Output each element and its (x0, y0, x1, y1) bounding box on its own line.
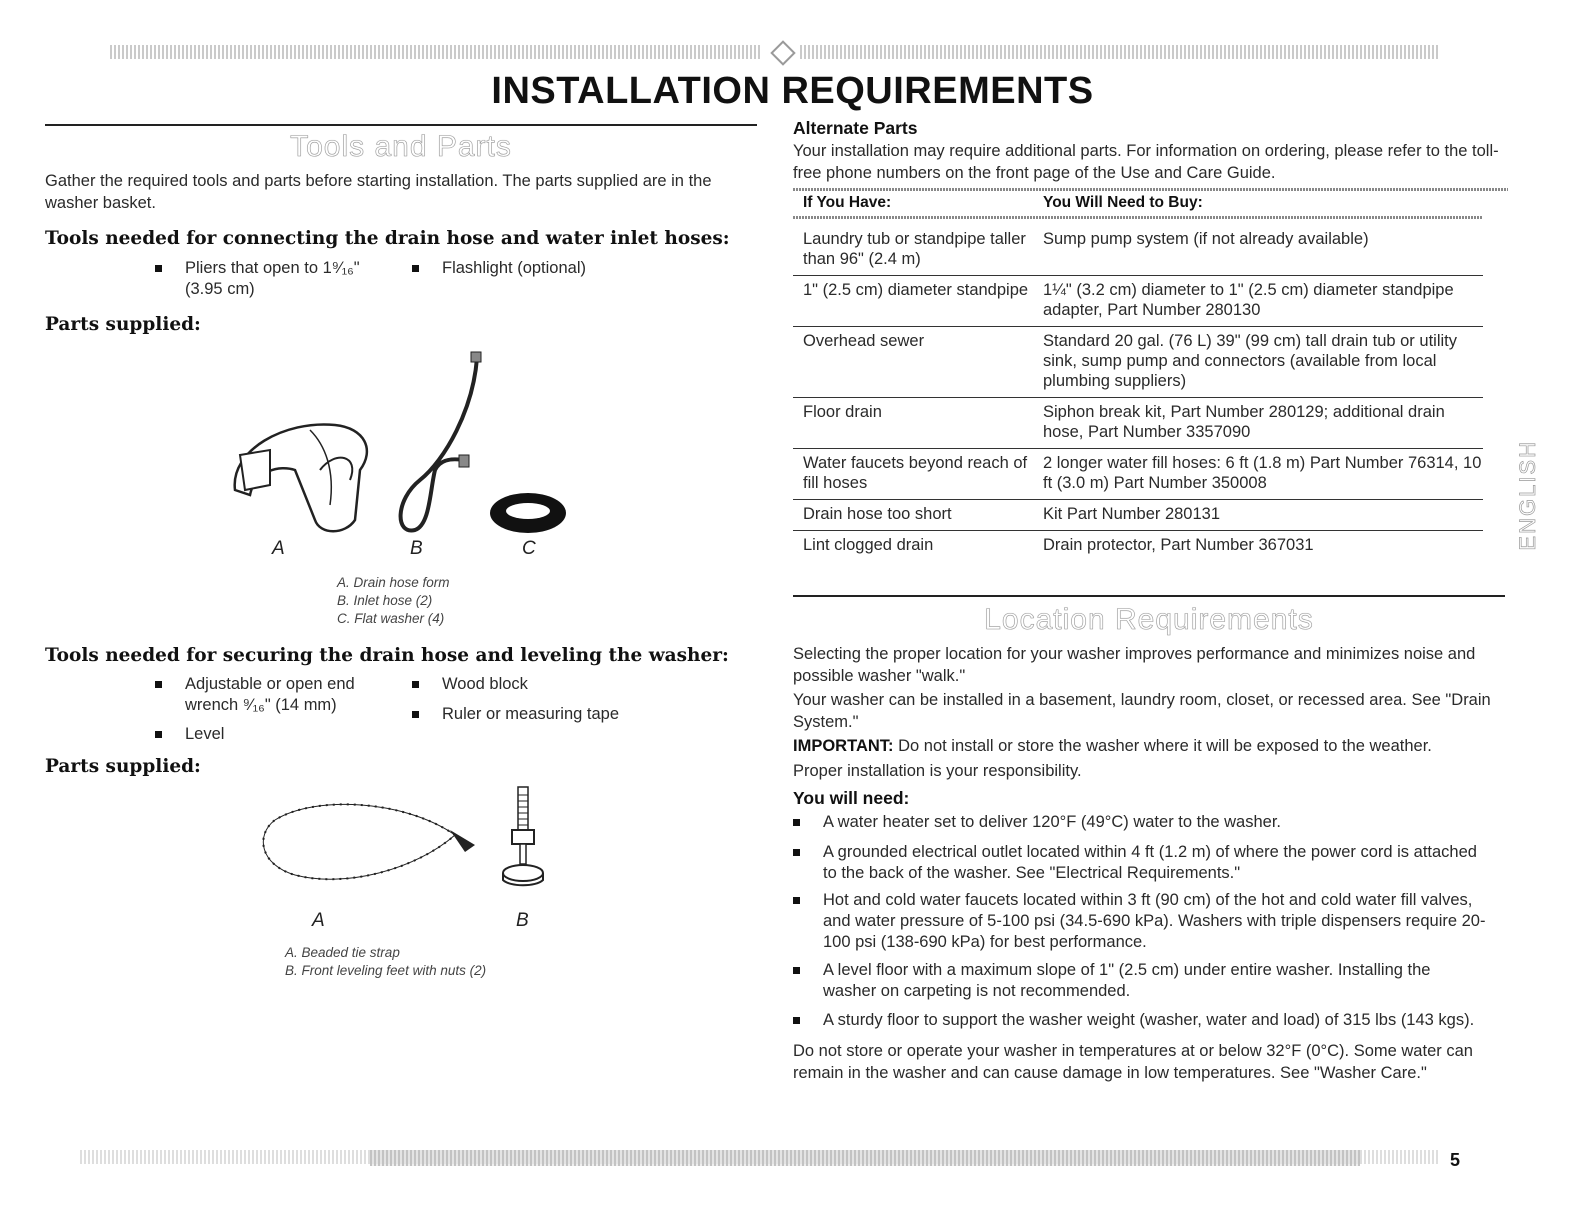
location-section-rule (793, 595, 1505, 597)
fig1-caption: A. Drain hose form B. Inlet hose (2) C. Flat washer (4) (337, 575, 450, 626)
page-title: INSTALLATION REQUIREMENTS (491, 70, 1094, 112)
header-diamond-ornament (770, 40, 795, 65)
table-header-cell: You Will Need to Buy: (1043, 194, 1203, 211)
table-row: Overhead sewer Standard 20 gal. (76 L) 39" (99 cm) tall drain tub or utility sink, sump pump and connectors (available from local plumbing suppliers) (793, 327, 1483, 398)
bullet-icon (155, 731, 162, 738)
location-paragraph-1: Selecting the proper location for your washer improves performance and minimizes noise and possible washer "walk." (793, 645, 1476, 685)
left-section-rule (45, 124, 757, 126)
table-header-rule (793, 216, 1483, 219)
tools-parts-title: Tools and Parts (290, 130, 512, 163)
you-will-need-heading: You will need: (793, 788, 910, 808)
leveling-foot-illustration (500, 785, 550, 890)
fig2-label-a: A (312, 910, 325, 931)
table-header-cell: If You Have: (803, 194, 892, 211)
tools1-heading: Tools needed for connecting the drain hose and water inlet hoses: (45, 228, 730, 249)
header-dotted-rule-left (110, 45, 760, 59)
table-header-row (793, 192, 1483, 216)
fig1-label-c: C (522, 538, 536, 559)
alternate-parts-heading: Alternate Parts (793, 118, 918, 138)
footer-shaded-bar (370, 1150, 1360, 1166)
table-row: Laundry tub or standpipe taller than 96" (2.4 m) Sump pump system (if not already available) (793, 225, 1483, 276)
important-text: Do not install or store the washer where it will be exposed to the weather. (893, 737, 1432, 755)
table-row: Water faucets beyond reach of fill hoses 2 longer water fill hoses: 6 ft (1.8 m) Part Number 76314, 10 ft (3.0 m) Part Number 350008 (793, 449, 1483, 500)
important-label: IMPORTANT: (793, 737, 894, 755)
bullet-icon (412, 711, 419, 718)
fig1-label-a: A (272, 538, 285, 559)
flat-washer-illustration (488, 488, 568, 538)
fig2-label-b: B (516, 910, 529, 931)
table-top-rule (793, 188, 1508, 191)
inlet-hose-illustration (385, 350, 485, 540)
table-row: Lint clogged drain Drain protector, Part Number 367031 (803, 536, 1314, 554)
bullet-icon (793, 897, 800, 904)
fig2-caption: A. Beaded tie strap B. Front leveling feet with nuts (2) (285, 945, 487, 978)
alternate-parts-intro: Your installation may require additional parts. For information on ordering, please refer to the toll-free phone numbers on the front page of the Use and Care Guide. (793, 142, 1499, 182)
important-notice (793, 735, 1508, 757)
bullet-icon (155, 265, 162, 272)
bullet-icon (793, 849, 800, 856)
location-requirements-title: Location Requirements (984, 603, 1314, 636)
location-paragraph-3: Proper installation is your responsibility. (793, 762, 1082, 780)
beaded-tie-strap-illustration (255, 790, 485, 890)
tools2-heading: Tools needed for securing the drain hose and leveling the washer: (45, 645, 729, 666)
bullet-icon (412, 265, 419, 272)
parts2-heading: Parts supplied: (45, 756, 201, 777)
language-side-tab: ENGLISH (1515, 440, 1540, 551)
bullet-icon (793, 967, 800, 974)
header-dotted-rule-right (800, 45, 1440, 59)
tools-intro: Gather the required tools and parts before starting installation. The parts supplied are in the washer basket. (45, 172, 712, 212)
bullet-icon (793, 819, 800, 826)
drain-hose-form-illustration (225, 410, 380, 540)
page-number: 5 (1450, 1150, 1461, 1170)
bullet-icon (412, 681, 419, 688)
parts-heading: Parts supplied: (45, 314, 201, 335)
alternate-parts-table (793, 192, 1483, 561)
location-paragraph-4: Do not store or operate your washer in temperatures at or below 32°F (0°C). Some water can remain in the washer and can cause damage in low temperatures. See "Washer Care." (793, 1042, 1473, 1082)
bullet-icon (155, 681, 162, 688)
bullet-icon (793, 1017, 800, 1024)
fig1-label-b: B (410, 538, 423, 559)
table-row: Floor drain Siphon break kit, Part Number 280129; additional drain hose, Part Number 3357090 (793, 398, 1483, 449)
table-row: 1" (2.5 cm) diameter standpipe 1¼" (3.2 cm) diameter to 1" (2.5 cm) diameter standpipe adapter, Part Number 280130 (793, 276, 1483, 327)
table-row: Drain hose too short Kit Part Number 280131 (793, 500, 1483, 531)
location-paragraph-2: Your washer can be installed in a basement, laundry room, closet, or recessed area. See "Drain System." (793, 691, 1491, 731)
